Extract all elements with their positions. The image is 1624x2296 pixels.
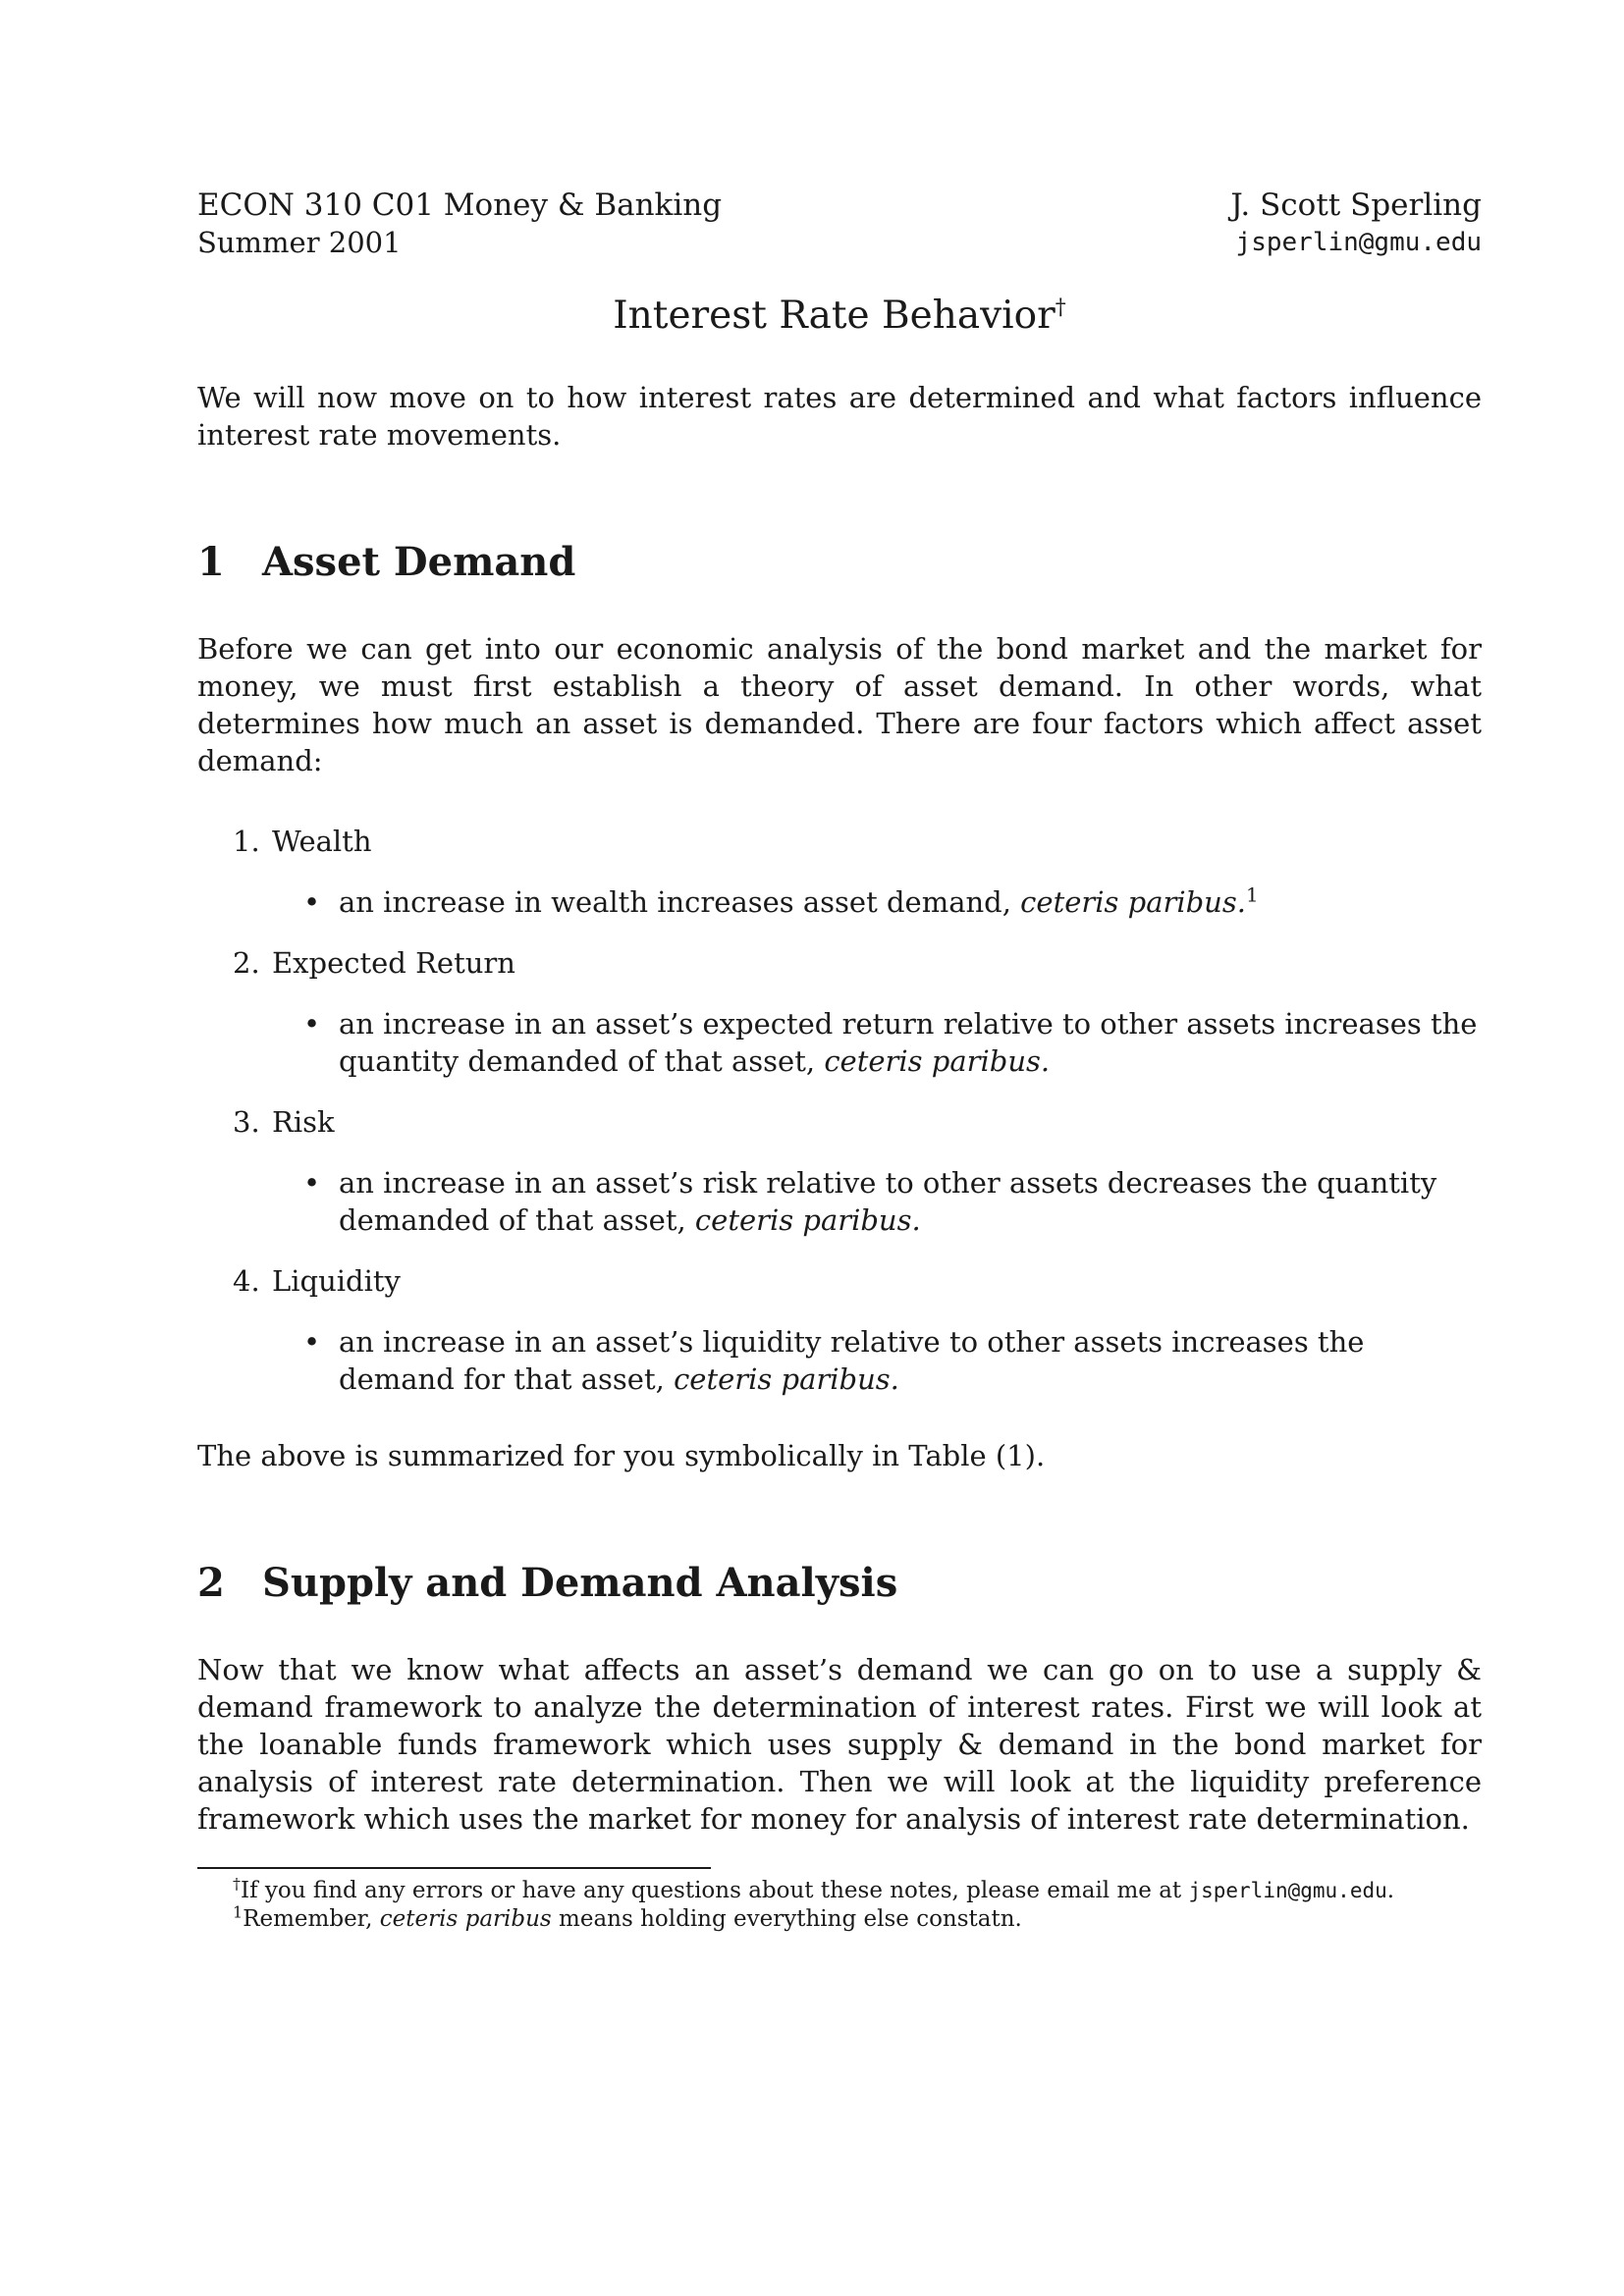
section-heading-supply-demand [197, 1559, 1482, 1608]
factor-name: Wealth [272, 825, 372, 858]
footnote-mark: † [233, 1874, 241, 1894]
list-item [197, 823, 1482, 921]
bullet-emphasis: ceteris paribus. [824, 1044, 1051, 1078]
bullet-emphasis: ceteris paribus. [1020, 885, 1246, 919]
bullet-text: an increase in an asset’s expected return relative to other assets increases the quantity demanded of that asset, [339, 1007, 1478, 1078]
factor-title [197, 1103, 1482, 1141]
document-page [197, 187, 1482, 1838]
factor-bullets [197, 1005, 1482, 1080]
footnote-mark: 1 [233, 1902, 244, 1922]
header-right [1230, 187, 1482, 261]
footnote-end: . [1386, 1878, 1395, 1903]
section2-paragraph: Now that we know what affects an asset’s demand we can go on to use a supply & demand framework to analyze the determination of interest rates. First we will look at the loanable funds framework which uses supply & demand in the bond market for analysis of interest rate determination. Then we will look at the liquidity preference framework which uses the market for money for analysis of interest rate determination. [197, 1653, 1482, 1836]
factor-number: 4. [233, 1264, 260, 1298]
footnote-text-end: means holding everything else constatn. [551, 1906, 1022, 1932]
footnote-email-link[interactable]: jsperlin@gmu.edu [1188, 1879, 1387, 1902]
document-header [197, 187, 1482, 261]
bullet-icon: • [303, 885, 321, 919]
list-item [197, 1103, 1482, 1239]
header-left [197, 187, 722, 261]
footnotes [197, 1867, 1482, 1934]
bullet-emphasis: ceteris paribus. [694, 1203, 921, 1237]
factor-bullets [197, 1164, 1482, 1239]
footnote-text: Remember, [243, 1906, 380, 1932]
factor-number: 1. [233, 825, 260, 858]
document-title [197, 293, 1482, 340]
factor-name: Risk [272, 1105, 335, 1139]
bullet-item [303, 1323, 1482, 1398]
course-name: ECON 310 C01 Money & Banking [197, 187, 723, 223]
footnote-one [197, 1902, 1482, 1934]
footnote-divider [197, 1867, 711, 1869]
factor-name: Expected Return [272, 946, 515, 980]
bullet-icon: • [303, 1166, 321, 1200]
term: Summer 2001 [197, 226, 402, 259]
factor-name: Liquidity [272, 1264, 401, 1298]
list-item [197, 944, 1482, 1080]
factor-bullets [197, 1323, 1482, 1398]
bullet-text: an increase in an asset’s liquidity relative to other assets increases the demand for that asset, [339, 1325, 1365, 1396]
title-footnote-mark: † [1055, 295, 1066, 320]
bullet-text: an increase in an asset’s risk relative to other assets decreases the quantity demanded of that asset, [339, 1166, 1437, 1237]
bullet-text: an increase in wealth increases asset demand, [339, 885, 1021, 919]
footnote-dagger [197, 1874, 1482, 1905]
bullet-icon: • [303, 1325, 321, 1359]
asset-demand-factors-list [197, 823, 1482, 1398]
factor-title [197, 944, 1482, 982]
section-title: Supply and Demand Analysis [262, 1560, 898, 1606]
factor-number: 2. [233, 946, 260, 980]
title-text: Interest Rate Behavior [613, 294, 1056, 338]
factor-number: 3. [233, 1105, 260, 1139]
section-title: Asset Demand [262, 539, 576, 585]
author-name: J. Scott Sperling [1230, 187, 1482, 223]
factor-bullets [197, 883, 1482, 921]
footnote-text: If you find any errors or have any questions about these notes, please email me at [241, 1878, 1189, 1903]
intro-paragraph: We will now move on to how interest rates are determined and what factors influence interest rate movements. [197, 381, 1482, 452]
footnote-emphasis: ceteris paribus [379, 1906, 552, 1932]
bullet-emphasis: ceteris paribus. [674, 1362, 899, 1396]
bullet-item [303, 1164, 1482, 1239]
section-number: 2 [197, 1560, 225, 1606]
factor-title [197, 1262, 1482, 1300]
list-item [197, 1262, 1482, 1398]
bullet-icon: • [303, 1007, 321, 1041]
section1-paragraph: Before we can get into our economic analysis of the bond market and the market for money, we must first establish a theory of asset demand. In other words, what determines how much an asset is demanded. There are four factors which affect asset demand: [197, 632, 1482, 777]
section-heading-asset-demand [197, 538, 1482, 587]
author-email: jsperlin@gmu.edu [1235, 228, 1482, 257]
bullet-item [303, 1005, 1482, 1080]
bullet-item [303, 883, 1482, 921]
summary-paragraph: The above is summarized for you symbolically in Table (1). [197, 1439, 1046, 1472]
footnote-ref: 1 [1245, 882, 1259, 907]
factor-title [197, 823, 1482, 860]
section-number: 1 [197, 539, 225, 585]
